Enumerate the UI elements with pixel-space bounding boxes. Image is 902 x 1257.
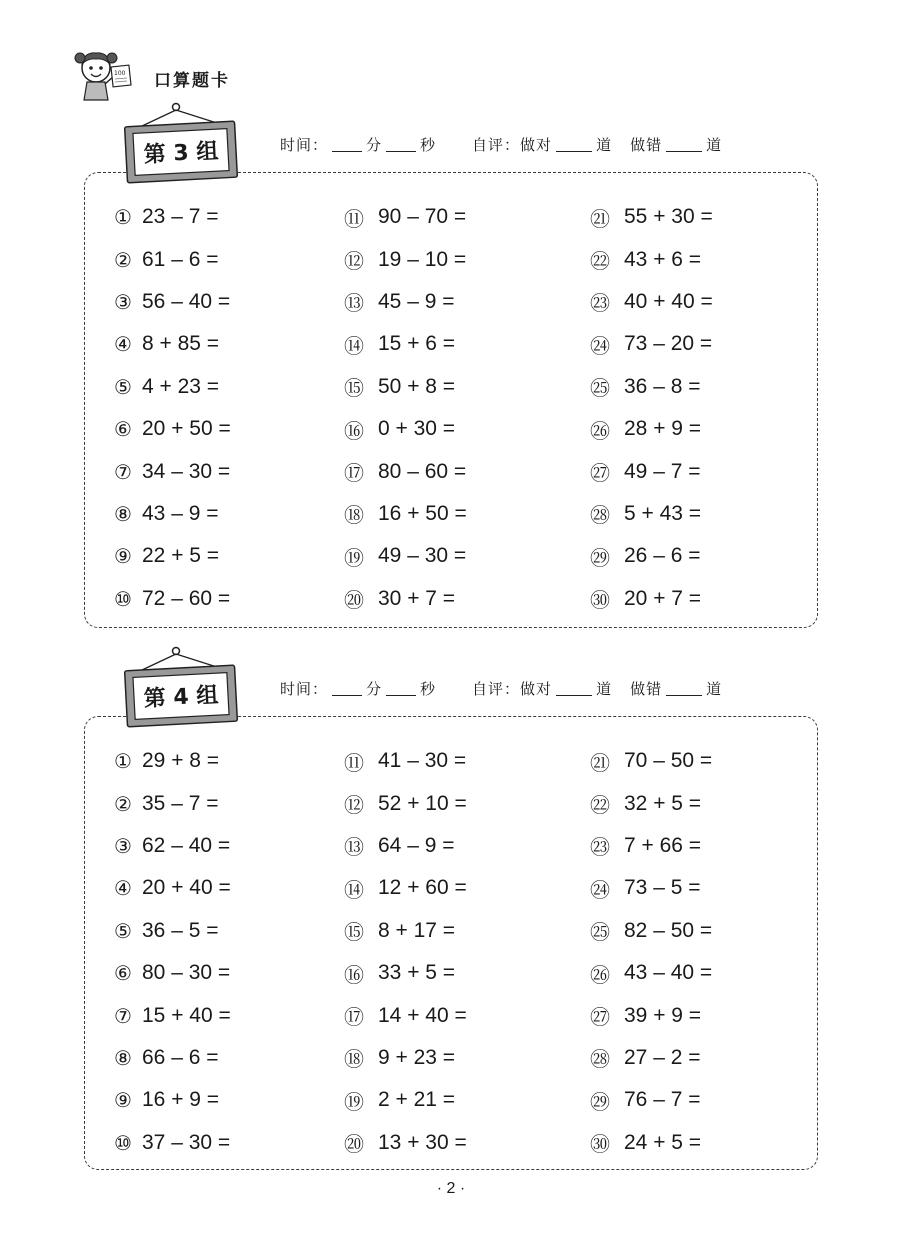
problem-expression: 8 + 85 = [142, 332, 220, 356]
dao-label: 道 [706, 136, 723, 154]
problem-item [344, 1079, 574, 1121]
problem-item [114, 910, 344, 952]
problem-item [590, 281, 820, 323]
problem-expression: 30 + 7 = [378, 586, 456, 610]
problem-item [344, 1037, 574, 1079]
problem-grid [114, 740, 794, 1160]
problem-expression: 39 + 9 = [624, 1003, 702, 1027]
problem-item [344, 493, 574, 535]
problem-number: ㉘ [590, 503, 610, 528]
problem-number: ㉖ [590, 962, 610, 987]
problem-number: ㉓ [590, 291, 610, 316]
problem-item [590, 578, 820, 620]
problem-item [590, 740, 820, 782]
exercise-group-4 [84, 644, 818, 1170]
problem-expression: 14 + 40 = [378, 1003, 467, 1027]
problem-number: ⑩ [114, 586, 132, 611]
problem-number: ㉕ [590, 920, 610, 945]
problem-number: ㉒ [590, 249, 610, 274]
problem-number: ⑫ [344, 793, 364, 818]
problem-item [590, 994, 820, 1036]
problem-number: ㉚ [590, 588, 610, 613]
problem-expression: 90 – 70 = [378, 205, 467, 229]
problem-number: ㉖ [590, 418, 610, 443]
problem-expression: 80 – 30 = [142, 961, 231, 985]
problem-item [344, 740, 574, 782]
problem-number: ① [114, 749, 132, 774]
problem-item [344, 578, 574, 620]
problem-number: ④ [114, 332, 132, 357]
problem-number: ⑭ [344, 333, 364, 358]
problem-expression: 13 + 30 = [378, 1130, 467, 1154]
problem-expression: 40 + 40 = [624, 289, 713, 313]
problem-expression: 23 – 7 = [142, 205, 219, 229]
problem-number: ⑬ [344, 835, 364, 860]
problem-expression: 73 – 5 = [624, 876, 701, 900]
problem-number: ① [114, 205, 132, 230]
problem-item [590, 867, 820, 909]
problem-item [114, 1037, 344, 1079]
problem-item [344, 323, 574, 365]
problem-number: ⑰ [344, 461, 364, 486]
problem-number: ⑨ [114, 1088, 132, 1113]
problem-item [344, 535, 574, 577]
group-sign [120, 100, 242, 184]
problem-number: ⑰ [344, 1005, 364, 1030]
problem-item [590, 366, 820, 408]
problem-number: ㉒ [590, 793, 610, 818]
problem-number: ⑬ [344, 291, 364, 316]
problem-expression: 9 + 23 = [378, 1045, 456, 1069]
problem-number: ⑮ [344, 376, 364, 401]
problem-number: ③ [114, 833, 132, 858]
problem-item [590, 450, 820, 492]
problem-number: ⑯ [344, 418, 364, 443]
problem-number: ⑳ [344, 588, 364, 613]
problem-expression: 45 – 9 = [378, 289, 455, 313]
problem-column [590, 196, 820, 620]
problem-expression: 73 – 20 = [624, 332, 713, 356]
problem-expression: 27 – 2 = [624, 1045, 701, 1069]
problem-expression: 15 + 40 = [142, 1003, 231, 1027]
problem-item [344, 867, 574, 909]
problem-item [114, 952, 344, 994]
problem-expression: 36 – 8 = [624, 374, 701, 398]
problem-item [114, 281, 344, 323]
problem-item [114, 825, 344, 867]
problem-item [590, 1037, 820, 1079]
problem-item [590, 1079, 820, 1121]
second-label: 秒 [420, 680, 437, 698]
self-eval-label: 自评：做对 [472, 680, 553, 698]
problem-number: ⑪ [344, 750, 364, 775]
problem-item [114, 408, 344, 450]
wrong-label: 做错 [630, 680, 663, 698]
problem-item [590, 782, 820, 824]
problem-expression: 43 – 40 = [624, 961, 713, 985]
time-label: 时间： [280, 136, 329, 154]
problem-item [114, 450, 344, 492]
problem-item [344, 910, 574, 952]
problem-expression: 41 – 30 = [378, 749, 467, 773]
problem-number: ⑤ [114, 374, 132, 399]
problem-expression: 7 + 66 = [624, 833, 702, 857]
svg-text:100: 100 [114, 70, 126, 77]
problem-expression: 72 – 60 = [142, 586, 231, 610]
problem-number: ⑧ [114, 1045, 132, 1070]
problem-expression: 80 – 60 = [378, 459, 467, 483]
problem-number: ② [114, 247, 132, 272]
problem-item [590, 408, 820, 450]
problem-number: ㉓ [590, 835, 610, 860]
problem-expression: 43 + 6 = [624, 247, 702, 271]
problem-expression: 28 + 9 = [624, 417, 702, 441]
minutes-blank[interactable] [332, 681, 362, 696]
problem-expression: 82 – 50 = [624, 918, 713, 942]
problem-number: ㉕ [590, 376, 610, 401]
problem-expression: 4 + 23 = [142, 374, 220, 398]
problem-item [344, 366, 574, 408]
exercise-group-3 [84, 100, 818, 628]
problem-expression: 22 + 5 = [142, 544, 220, 568]
problem-item [344, 408, 574, 450]
problem-item [590, 238, 820, 280]
problem-expression: 15 + 6 = [378, 332, 456, 356]
seconds-blank[interactable] [386, 681, 416, 696]
problem-item [114, 535, 344, 577]
self-eval-label: 自评：做对 [472, 136, 553, 154]
problem-number: ⑥ [114, 961, 132, 986]
problem-item [344, 782, 574, 824]
problem-expression: 19 – 10 = [378, 247, 467, 271]
problem-column [114, 740, 344, 1164]
problem-item [114, 1079, 344, 1121]
problem-number: ㉚ [590, 1132, 610, 1157]
problem-column [344, 740, 574, 1164]
minute-label: 分 [366, 136, 383, 154]
self-evaluation-line [280, 678, 800, 699]
problem-expression: 49 – 30 = [378, 544, 467, 568]
problem-number: ⑲ [344, 545, 364, 570]
problem-expression: 24 + 5 = [624, 1130, 702, 1154]
problem-expression: 8 + 17 = [378, 918, 456, 942]
problem-expression: 43 – 9 = [142, 501, 219, 525]
problem-item [114, 366, 344, 408]
problem-item [590, 825, 820, 867]
problem-number: ⑥ [114, 417, 132, 442]
problem-expression: 49 – 7 = [624, 459, 701, 483]
problem-number: ⑮ [344, 920, 364, 945]
problem-number: ⑱ [344, 1047, 364, 1072]
problem-expression: 20 + 50 = [142, 417, 231, 441]
problem-item [114, 493, 344, 535]
problem-number: ⑭ [344, 877, 364, 902]
time-label: 时间： [280, 680, 329, 698]
problem-expression: 35 – 7 = [142, 791, 219, 815]
problem-item [114, 578, 344, 620]
problem-number: ⑫ [344, 249, 364, 274]
problem-item [590, 910, 820, 952]
problem-item [590, 493, 820, 535]
problem-item [344, 281, 574, 323]
problem-expression: 29 + 8 = [142, 749, 220, 773]
seconds-blank[interactable] [386, 137, 416, 152]
wrong-label: 做错 [630, 136, 663, 154]
minutes-blank[interactable] [332, 137, 362, 152]
problem-expression: 62 – 40 = [142, 833, 231, 857]
problem-expression: 0 + 30 = [378, 417, 456, 441]
problem-item [344, 952, 574, 994]
wrong-count-blank[interactable] [666, 681, 702, 696]
problem-number: ⑦ [114, 459, 132, 484]
problem-expression: 52 + 10 = [378, 791, 467, 815]
problem-column [344, 196, 574, 620]
problem-number: ⑯ [344, 962, 364, 987]
wrong-count-blank[interactable] [666, 137, 702, 152]
dao-label: 道 [596, 136, 613, 154]
problem-item [344, 1122, 574, 1164]
problem-number: ㉘ [590, 1047, 610, 1072]
problem-item [114, 323, 344, 365]
problem-item [114, 867, 344, 909]
self-evaluation-line [280, 134, 800, 155]
problem-expression: 32 + 5 = [624, 791, 702, 815]
problem-expression: 12 + 60 = [378, 876, 467, 900]
problem-item [114, 1122, 344, 1164]
problem-number: ⑳ [344, 1132, 364, 1157]
problem-expression: 34 – 30 = [142, 459, 231, 483]
problem-item [590, 952, 820, 994]
group-label: 第 3 组 [143, 139, 220, 168]
problem-number: ⑤ [114, 918, 132, 943]
problem-number: ㉑ [590, 750, 610, 775]
correct-count-blank[interactable] [556, 681, 592, 696]
problem-number: ㉗ [590, 461, 610, 486]
problem-item [344, 825, 574, 867]
problem-number: ⑲ [344, 1089, 364, 1114]
problem-expression: 76 – 7 = [624, 1088, 701, 1112]
problem-expression: 16 + 50 = [378, 501, 467, 525]
page-header [70, 46, 370, 106]
problem-expression: 36 – 5 = [142, 918, 219, 942]
problem-expression: 26 – 6 = [624, 544, 701, 568]
problem-item [344, 450, 574, 492]
problem-item [590, 196, 820, 238]
problem-number: ㉗ [590, 1005, 610, 1030]
problem-number: ㉙ [590, 545, 610, 570]
problem-expression: 50 + 8 = [378, 374, 456, 398]
problem-expression: 70 – 50 = [624, 749, 713, 773]
correct-count-blank[interactable] [556, 137, 592, 152]
problem-expression: 37 – 30 = [142, 1130, 231, 1154]
problem-item [114, 782, 344, 824]
problem-number: ⑦ [114, 1003, 132, 1028]
problem-number: ㉔ [590, 877, 610, 902]
problem-number: ⑪ [344, 206, 364, 231]
problem-number: ㉑ [590, 206, 610, 231]
problem-item [344, 994, 574, 1036]
problem-number: ⑨ [114, 544, 132, 569]
problem-number: ⑱ [344, 503, 364, 528]
header-title: 口算题卡 [154, 71, 230, 91]
problem-number: ④ [114, 876, 132, 901]
problem-expression: 2 + 21 = [378, 1088, 456, 1112]
problem-item [344, 196, 574, 238]
problem-item [114, 196, 344, 238]
problem-number: ⑧ [114, 501, 132, 526]
problem-expression: 61 – 6 = [142, 247, 219, 271]
problem-item [114, 994, 344, 1036]
problem-expression: 20 + 40 = [142, 876, 231, 900]
problem-expression: 56 – 40 = [142, 289, 231, 313]
problem-item [344, 238, 574, 280]
dao-label: 道 [596, 680, 613, 698]
problem-grid [114, 196, 794, 616]
dao-label: 道 [706, 680, 723, 698]
problem-expression: 20 + 7 = [624, 586, 702, 610]
problem-expression: 5 + 43 = [624, 501, 702, 525]
problem-item [114, 238, 344, 280]
second-label: 秒 [420, 136, 437, 154]
problem-expression: 33 + 5 = [378, 961, 456, 985]
problem-item [590, 1122, 820, 1164]
problem-item [590, 535, 820, 577]
problem-item [590, 323, 820, 365]
problem-item [114, 740, 344, 782]
problem-expression: 66 – 6 = [142, 1045, 219, 1069]
problem-number: ③ [114, 289, 132, 314]
problem-number: ⑩ [114, 1130, 132, 1155]
problem-expression: 16 + 9 = [142, 1088, 220, 1112]
problem-number: ㉔ [590, 333, 610, 358]
group-sign [120, 644, 242, 728]
problem-expression: 64 – 9 = [378, 833, 455, 857]
group-label: 第 4 组 [143, 683, 220, 712]
girl-mascot-icon [70, 46, 140, 106]
problem-number: ② [114, 791, 132, 816]
page-number: · 2 · [436, 1180, 466, 1197]
minute-label: 分 [366, 680, 383, 698]
problem-expression: 55 + 30 = [624, 205, 713, 229]
problem-column [590, 740, 820, 1164]
problem-column [114, 196, 344, 620]
problem-number: ㉙ [590, 1089, 610, 1114]
